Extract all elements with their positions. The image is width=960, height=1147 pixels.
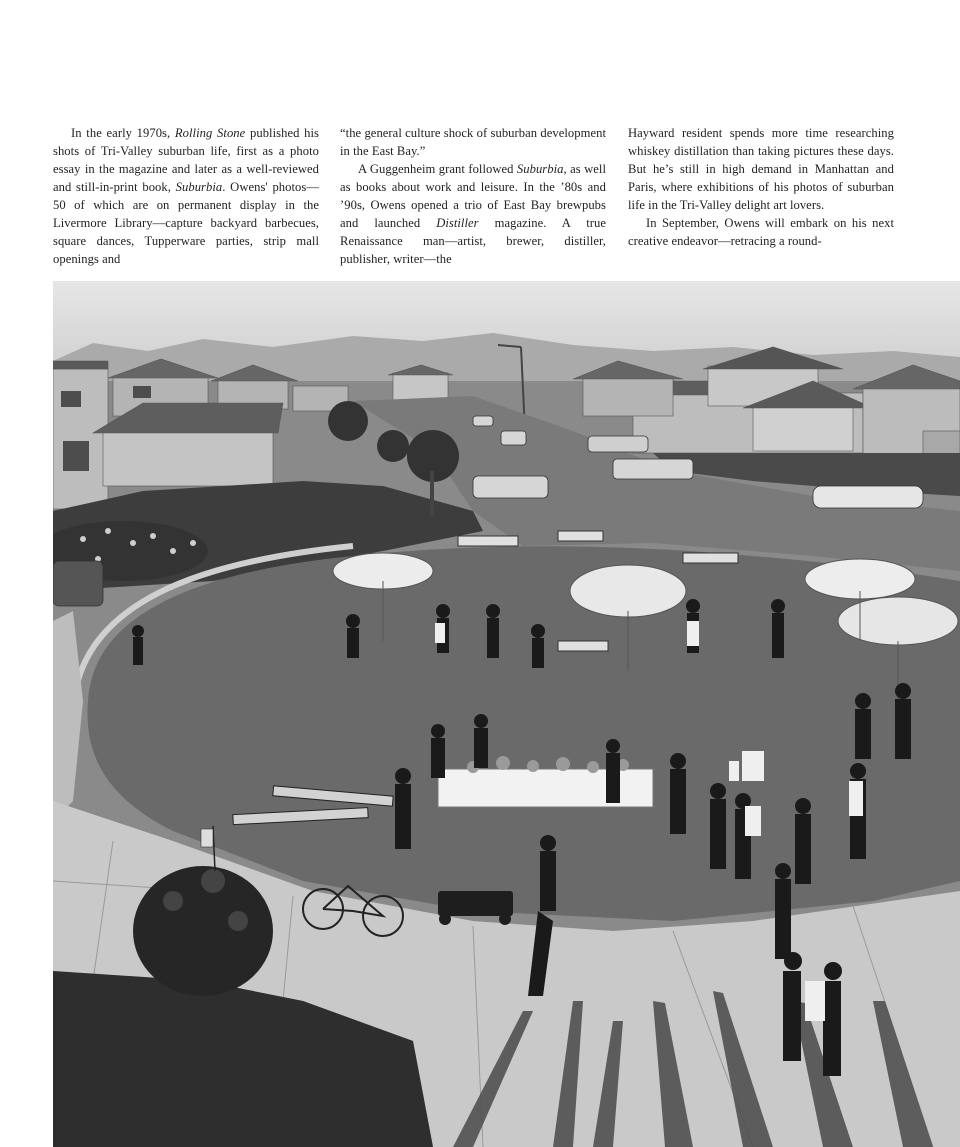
text-run: , as well as books about work and leisure. In the ’80s and ’90s, Owens opened a trio of East Bay brewpubs and launched	[340, 162, 606, 230]
italic-title: Rolling Stone	[174, 126, 246, 140]
paragraph	[53, 124, 319, 268]
text-run: In September, Owens will embark on his next creative endeavor—retracing a round-	[628, 216, 894, 248]
text-column-2	[340, 124, 606, 268]
paragraph	[628, 214, 894, 250]
italic-title: Suburbia	[516, 162, 564, 176]
text-run: “the general culture shock of suburban development in the East Bay.”	[340, 126, 606, 158]
wagon	[438, 891, 513, 925]
text-run: Hayward resident spends more time researching whiskey distillation than taking pictures these days. But he’s still in high demand in Manhattan and Paris, where exhibitions of his photos of suburban life in the Tri-Valley delight art lovers.	[628, 126, 894, 212]
text-column-3	[628, 124, 894, 250]
paragraph	[340, 124, 606, 160]
block-party-photograph	[53, 281, 960, 1147]
text-run: magazine. A true Renaissance man—artist, brewer, distiller, publisher, writer—the	[340, 216, 606, 266]
italic-title: Suburbia	[175, 180, 223, 194]
text-run: In the early 1970s,	[71, 126, 175, 140]
text-run: A Guggenheim grant followed	[358, 162, 517, 176]
paragraph	[628, 124, 894, 214]
text-column-1	[53, 124, 319, 268]
paragraph	[340, 160, 606, 268]
text-run: . Owens' photos—50 of which are on permanent display in the Livermore Library—capture backyard barbecues, square dances, Tupperware parties, strip mall openings and	[53, 180, 319, 266]
text-run: published his shots of Tri-Valley suburban life, first as a photo essay in the magazine and later as a well-reviewed and still-in-print book,	[53, 126, 319, 194]
italic-title: Distiller	[436, 216, 479, 230]
article-text	[53, 124, 894, 274]
buffet-table	[438, 769, 653, 807]
